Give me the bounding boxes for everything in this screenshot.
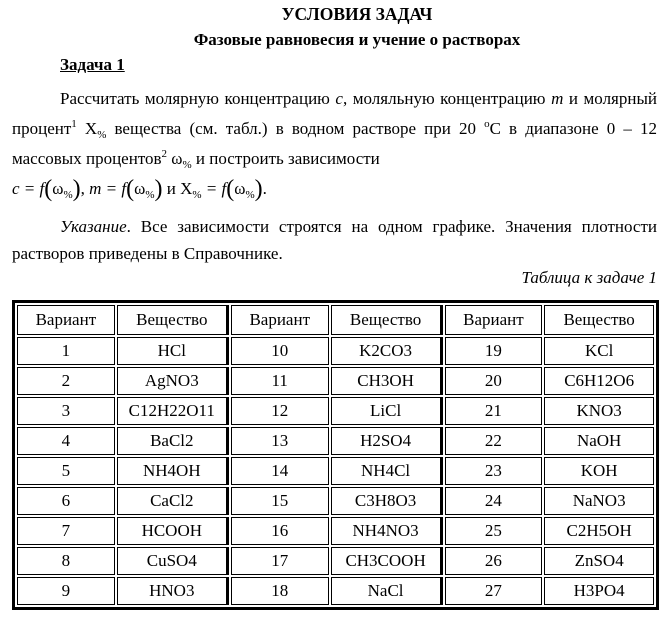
substance-cell: CuSO4 bbox=[117, 547, 229, 575]
column-header: Вариант bbox=[231, 305, 329, 335]
column-header: Вариант bbox=[445, 305, 543, 335]
substance-cell: KNO3 bbox=[544, 397, 654, 425]
variant-cell: 9 bbox=[17, 577, 115, 605]
substance-cell: CaCl2 bbox=[117, 487, 229, 515]
task-description: Рассчитать молярную концентрацию c, моляльную концентрацию m и молярный процент$^1$ $X_{\%}$ вещества (см. табл.) в водном растворе при 20 $^o$C в диапазоне 0 – 12 массовых процентов$^2$ $\omega_{\%}$ и построить зависимости $c = f(\omega_{\%})$, $m = f(\omega_{\%})$ и $X_{\%} = f(\omega_{\%})$. bbox=[12, 89, 658, 202]
variant-cell: 8 bbox=[17, 547, 115, 575]
variant-cell: 21 bbox=[445, 397, 543, 425]
table-row bbox=[17, 337, 654, 365]
column-header: Вещество bbox=[544, 305, 654, 335]
variant-cell: 5 bbox=[17, 457, 115, 485]
variant-cell: 6 bbox=[17, 487, 115, 515]
substance-table bbox=[12, 300, 659, 610]
substance-cell: HCl bbox=[117, 337, 229, 365]
substance-cell: NaNO3 bbox=[544, 487, 654, 515]
variant-cell: 22 bbox=[445, 427, 543, 455]
substance-cell: LiCl bbox=[331, 397, 443, 425]
table-caption: Таблица к задаче 1 bbox=[521, 268, 657, 287]
substance-cell: C6H12O6 bbox=[544, 367, 654, 395]
substance-cell: NH4Cl bbox=[331, 457, 443, 485]
variant-cell: 27 bbox=[445, 577, 543, 605]
substance-cell: AgNO3 bbox=[117, 367, 229, 395]
substance-cell: KCl bbox=[544, 337, 654, 365]
variant-cell: 1 bbox=[17, 337, 115, 365]
page-title: УСЛОВИЯ ЗАДАЧ bbox=[281, 4, 433, 24]
variant-cell: 10 bbox=[231, 337, 329, 365]
column-header: Вариант bbox=[17, 305, 115, 335]
substance-cell: CH3COOH bbox=[331, 547, 443, 575]
variant-cell: 17 bbox=[231, 547, 329, 575]
variant-cell: 16 bbox=[231, 517, 329, 545]
variant-cell: 2 bbox=[17, 367, 115, 395]
substance-cell: C2H5OH bbox=[544, 517, 654, 545]
variant-cell: 4 bbox=[17, 427, 115, 455]
column-header: Вещество bbox=[331, 305, 443, 335]
formula-c: $c = f(\omega_{\%})$ bbox=[12, 176, 81, 202]
variant-cell: 23 bbox=[445, 457, 543, 485]
variant-cell: 24 bbox=[445, 487, 543, 515]
substance-cell: HCOOH bbox=[117, 517, 229, 545]
table-row bbox=[17, 427, 654, 455]
variant-cell: 26 bbox=[445, 547, 543, 575]
variant-cell: 18 bbox=[231, 577, 329, 605]
section-subtitle: Фазовые равновесия и учение о растворах bbox=[193, 30, 521, 49]
table-row bbox=[17, 397, 654, 425]
substance-cell: K2CO3 bbox=[331, 337, 443, 365]
variant-cell: 13 bbox=[231, 427, 329, 455]
table-row bbox=[17, 367, 654, 395]
table-row bbox=[17, 457, 654, 485]
substance-cell: NH4NO3 bbox=[331, 517, 443, 545]
variant-cell: 11 bbox=[231, 367, 329, 395]
formula-x: $X_{\%} = f(\omega_{\%})$ bbox=[180, 176, 263, 202]
substance-cell: CH3OH bbox=[331, 367, 443, 395]
variant-cell: 19 bbox=[445, 337, 543, 365]
substance-cell: NH4OH bbox=[117, 457, 229, 485]
hint-paragraph: Указание. Все зависимости строятся на одном графике. Значения плотности растворов приведены в Справочнике. bbox=[12, 217, 657, 263]
substance-cell: H3PO4 bbox=[544, 577, 654, 605]
table-row bbox=[17, 577, 654, 605]
table-row bbox=[17, 517, 654, 545]
variant-cell: 14 bbox=[231, 457, 329, 485]
variant-cell: 20 bbox=[445, 367, 543, 395]
substance-cell: KOH bbox=[544, 457, 654, 485]
variant-cell: 3 bbox=[17, 397, 115, 425]
substance-cell: C12H22O11 bbox=[117, 397, 229, 425]
column-header: Вещество bbox=[117, 305, 229, 335]
substance-cell: HNO3 bbox=[117, 577, 229, 605]
formula-m: $m = f(\omega_{\%})$ bbox=[89, 176, 163, 202]
substance-cell: NaOH bbox=[544, 427, 654, 455]
variant-cell: 7 bbox=[17, 517, 115, 545]
substance-cell: H2SO4 bbox=[331, 427, 443, 455]
substance-cell: NaCl bbox=[331, 577, 443, 605]
task-heading: Задача 1 bbox=[60, 55, 125, 74]
substance-cell: BaCl2 bbox=[117, 427, 229, 455]
substance-cell: ZnSO4 bbox=[544, 547, 654, 575]
variant-cell: 12 bbox=[231, 397, 329, 425]
table-row bbox=[17, 487, 654, 515]
variant-cell: 25 bbox=[445, 517, 543, 545]
table-row bbox=[17, 547, 654, 575]
substance-cell: C3H8O3 bbox=[331, 487, 443, 515]
variant-cell: 15 bbox=[231, 487, 329, 515]
